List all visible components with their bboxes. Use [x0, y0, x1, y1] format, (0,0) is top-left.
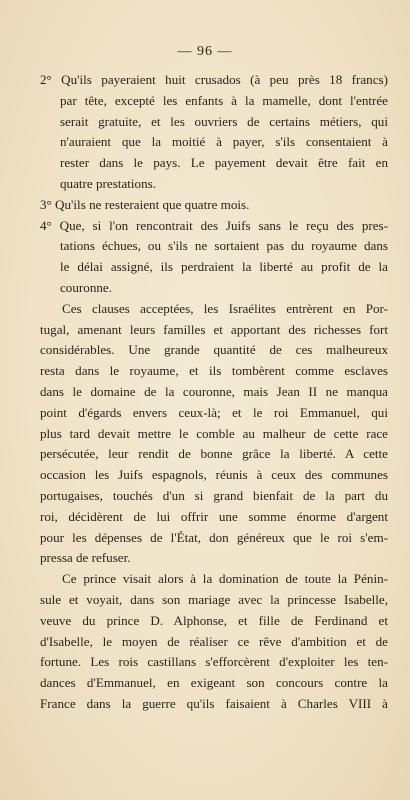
text-line: France dans la guerre qu'ils faisaient à Charles VIII à — [40, 695, 388, 711]
text-line: fortune. Les rois castillans s'efforcèrent d'exploiter les ten- — [40, 654, 388, 670]
text-line: 4° Que, si l'on rencontrait des Juifs sans le reçu des pres- — [40, 217, 388, 233]
text-line: couronne. — [60, 279, 112, 295]
text-line: rester dans le pays. Le payement devait être fait en — [60, 155, 388, 171]
text-line: sule et voyait, dans son mariage avec la princesse Isabelle, — [40, 591, 388, 607]
text-line: dans le domaine de la couronne, mais Jean II ne manqua — [40, 383, 388, 399]
text-line: quatre prestations. — [60, 175, 156, 191]
page-number: — 96 — — [177, 44, 233, 59]
text-line: dances d'Emmanuel, en exigeant son concours contre la — [40, 675, 388, 691]
text-line: resta dans le royaume, et ils tombèrent comme esclaves — [40, 363, 388, 379]
text-line: tugal, amenant leurs familles et apportant des richesses fort — [40, 321, 388, 337]
text-line: 2° Qu'ils payeraient huit crusados (à peu près 18 francs) — [40, 72, 388, 87]
text-line: n'auraient que la moitié à payer, s'ils consentaient à — [60, 134, 388, 150]
text-line: 3° Qu'ils ne resteraient que quatre mois. — [40, 196, 250, 212]
text-line: point d'égards envers ceux-là; et le roi Emmanuel, qui — [40, 404, 388, 420]
body-text — [40, 70, 388, 715]
text-line: le délai assigné, ils perdraient la liberté au profit de la — [60, 259, 388, 275]
text-line: d'Isabelle, le moyen de réaliser ce rêve d'ambition et de — [40, 633, 388, 649]
text-line: Ces clauses acceptées, les Israélites entrèrent en Por- — [62, 300, 388, 316]
text-line: par tête, excepté les enfants à la mamelle, dont l'entrée — [60, 92, 388, 108]
text-line: Ce prince visait alors à la domination de toute la Pénin- — [62, 571, 388, 587]
text-line: tations échues, ou s'ils ne sortaient pas du royaume dans — [60, 238, 388, 254]
text-line: occasion les Juifs espagnols, réunis à ceux des communes — [40, 467, 388, 483]
text-line: pressa de refuser. — [40, 550, 131, 566]
text-line: pour les dépenses de l'État, don généreux que le roi s'em- — [40, 529, 388, 545]
text-line: roi, décidèrent de lui offrir une somme énorme d'argent — [40, 508, 388, 524]
text-line: plus tard devait mettre le comble au malheur de cette race — [40, 425, 388, 441]
text-line: serait gratuite, et les ouvriers de certains métiers, qui — [60, 113, 388, 129]
text-line: persécutée, leur rendit de bonne grâce la liberté. A cette — [40, 446, 388, 462]
text-line: considérables. Une grande quantité de ces malheureux — [40, 342, 388, 358]
text-line: portugaises, touchés d'un si grand bienfait de la part du — [40, 487, 388, 503]
text-line: veuve du prince D. Alphonse, et fille de Ferdinand et — [40, 612, 388, 628]
